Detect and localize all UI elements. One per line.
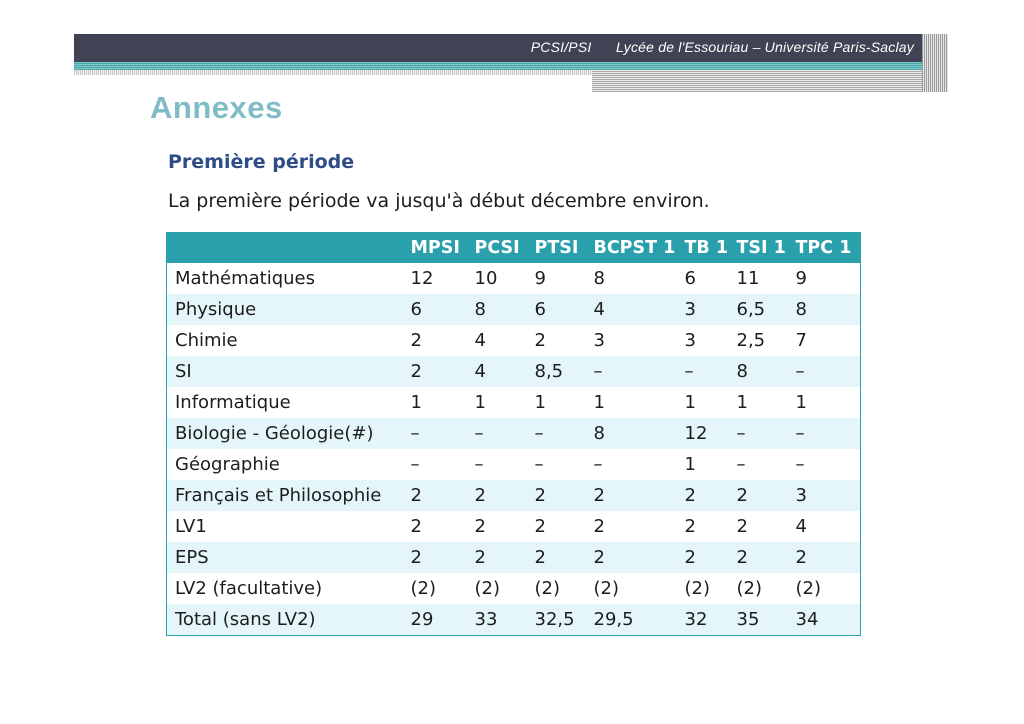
table-cell: 2 bbox=[407, 356, 471, 387]
table-cell: 6 bbox=[681, 263, 733, 294]
table-cell: 1 bbox=[792, 387, 861, 418]
section-title: Première période bbox=[168, 151, 355, 173]
table-cell: (2) bbox=[531, 573, 590, 604]
header-bar bbox=[74, 34, 924, 62]
table-cell: 2 bbox=[681, 542, 733, 573]
table-cell: 3 bbox=[590, 325, 681, 356]
row-label: Chimie bbox=[167, 325, 407, 356]
table-cell: 2 bbox=[681, 511, 733, 542]
table-body bbox=[167, 263, 861, 636]
table-cell: 8 bbox=[590, 263, 681, 294]
column-header: TB 1 bbox=[681, 233, 733, 264]
table-cell: – bbox=[531, 449, 590, 480]
row-label: Total (sans LV2) bbox=[167, 604, 407, 636]
table-cell: 6 bbox=[407, 294, 471, 325]
column-header: TPC 1 bbox=[792, 233, 861, 264]
row-label: SI bbox=[167, 356, 407, 387]
table-row bbox=[167, 356, 861, 387]
table-cell: – bbox=[681, 356, 733, 387]
table-cell: 1 bbox=[590, 387, 681, 418]
table-cell: 2 bbox=[531, 325, 590, 356]
table-cell: 12 bbox=[681, 418, 733, 449]
table-cell: 2 bbox=[681, 480, 733, 511]
table-cell: (2) bbox=[590, 573, 681, 604]
header-text bbox=[531, 39, 914, 55]
table-row bbox=[167, 511, 861, 542]
table-cell: 2 bbox=[531, 480, 590, 511]
table-cell: 2 bbox=[407, 480, 471, 511]
row-label: Informatique bbox=[167, 387, 407, 418]
table-cell: (2) bbox=[681, 573, 733, 604]
table-cell: 3 bbox=[681, 294, 733, 325]
table-cell: (2) bbox=[471, 573, 531, 604]
header-gray-stripe bbox=[592, 70, 922, 92]
table-cell: 35 bbox=[733, 604, 792, 636]
table-cell: 10 bbox=[471, 263, 531, 294]
table-cell: 6,5 bbox=[733, 294, 792, 325]
table-cell: 1 bbox=[681, 387, 733, 418]
row-label: EPS bbox=[167, 542, 407, 573]
table-cell: (2) bbox=[792, 573, 861, 604]
column-header-blank bbox=[167, 233, 407, 264]
table-cell: 3 bbox=[792, 480, 861, 511]
table-cell: – bbox=[733, 449, 792, 480]
table-cell: – bbox=[407, 449, 471, 480]
table-cell: 2 bbox=[733, 542, 792, 573]
table-cell: – bbox=[471, 449, 531, 480]
row-label: Français et Philosophie bbox=[167, 480, 407, 511]
table-cell: 33 bbox=[471, 604, 531, 636]
column-header: PCSI bbox=[471, 233, 531, 264]
table-cell: 2 bbox=[407, 511, 471, 542]
row-label: Biologie - Géologie(#) bbox=[167, 418, 407, 449]
table-cell: 29 bbox=[407, 604, 471, 636]
section-intro: La première période va jusqu'à début décembre environ. bbox=[168, 190, 710, 212]
table-cell: – bbox=[792, 449, 861, 480]
table-cell: 2 bbox=[531, 542, 590, 573]
row-label: LV1 bbox=[167, 511, 407, 542]
table-cell: 32,5 bbox=[531, 604, 590, 636]
table-cell: 1 bbox=[733, 387, 792, 418]
table-cell: 4 bbox=[590, 294, 681, 325]
table-cell: 9 bbox=[792, 263, 861, 294]
table-cell: 2 bbox=[407, 542, 471, 573]
table-row bbox=[167, 418, 861, 449]
table-row bbox=[167, 573, 861, 604]
column-header: TSI 1 bbox=[733, 233, 792, 264]
table-cell: – bbox=[407, 418, 471, 449]
header-teal-stripe bbox=[74, 62, 924, 70]
table-cell: 1 bbox=[531, 387, 590, 418]
table-cell: 2 bbox=[733, 480, 792, 511]
table-cell: 1 bbox=[407, 387, 471, 418]
table-cell: (2) bbox=[733, 573, 792, 604]
column-header: BCPST 1 bbox=[590, 233, 681, 264]
table-cell: 2 bbox=[531, 511, 590, 542]
table-cell: 2 bbox=[471, 480, 531, 511]
table-cell: (2) bbox=[407, 573, 471, 604]
column-header: PTSI bbox=[531, 233, 590, 264]
table-cell: – bbox=[733, 418, 792, 449]
table-cell: 4 bbox=[471, 356, 531, 387]
table-row bbox=[167, 480, 861, 511]
header-left-text: PCSI/PSI bbox=[530, 39, 592, 55]
table-cell: 8 bbox=[733, 356, 792, 387]
table-cell: – bbox=[792, 356, 861, 387]
table-cell: – bbox=[471, 418, 531, 449]
table-cell: 12 bbox=[407, 263, 471, 294]
table-cell: 29,5 bbox=[590, 604, 681, 636]
table-cell: 8 bbox=[590, 418, 681, 449]
table-row bbox=[167, 604, 861, 636]
table-row bbox=[167, 325, 861, 356]
page-title: Annexes bbox=[150, 90, 283, 125]
table-cell: 2 bbox=[471, 542, 531, 573]
table-cell: 3 bbox=[681, 325, 733, 356]
table-cell: 7 bbox=[792, 325, 861, 356]
table-cell: 2 bbox=[590, 480, 681, 511]
table-cell: 32 bbox=[681, 604, 733, 636]
table-cell: – bbox=[792, 418, 861, 449]
table-cell: 2 bbox=[590, 511, 681, 542]
row-label: Géographie bbox=[167, 449, 407, 480]
header-right-text: Lycée de l'Essouriau – Université Paris-Saclay bbox=[616, 39, 914, 55]
table-cell: 4 bbox=[792, 511, 861, 542]
table-cell: 4 bbox=[471, 325, 531, 356]
table-cell: 1 bbox=[681, 449, 733, 480]
table-cell: 6 bbox=[531, 294, 590, 325]
table-cell: 8 bbox=[792, 294, 861, 325]
table-cell: 8 bbox=[471, 294, 531, 325]
table-cell: 2 bbox=[590, 542, 681, 573]
row-label: Mathématiques bbox=[167, 263, 407, 294]
table-cell: – bbox=[590, 356, 681, 387]
table-cell: 2 bbox=[792, 542, 861, 573]
table-row bbox=[167, 542, 861, 573]
table-row bbox=[167, 294, 861, 325]
table-cell: 2 bbox=[407, 325, 471, 356]
table-cell: 1 bbox=[471, 387, 531, 418]
table-cell: 11 bbox=[733, 263, 792, 294]
schedule-table bbox=[166, 232, 861, 636]
table-header-row bbox=[167, 233, 861, 264]
table-cell: – bbox=[590, 449, 681, 480]
table-cell: 34 bbox=[792, 604, 861, 636]
table-row bbox=[167, 449, 861, 480]
table-cell: 8,5 bbox=[531, 356, 590, 387]
table-cell: 2 bbox=[471, 511, 531, 542]
table-cell: 2 bbox=[733, 511, 792, 542]
table-cell: 2,5 bbox=[733, 325, 792, 356]
table-row bbox=[167, 263, 861, 294]
table-row bbox=[167, 387, 861, 418]
column-header: MPSI bbox=[407, 233, 471, 264]
header-pattern-stripe bbox=[74, 70, 594, 75]
table-cell: – bbox=[531, 418, 590, 449]
row-label: LV2 (facultative) bbox=[167, 573, 407, 604]
row-label: Physique bbox=[167, 294, 407, 325]
table-cell: 9 bbox=[531, 263, 590, 294]
header-corner-pattern bbox=[922, 34, 948, 92]
